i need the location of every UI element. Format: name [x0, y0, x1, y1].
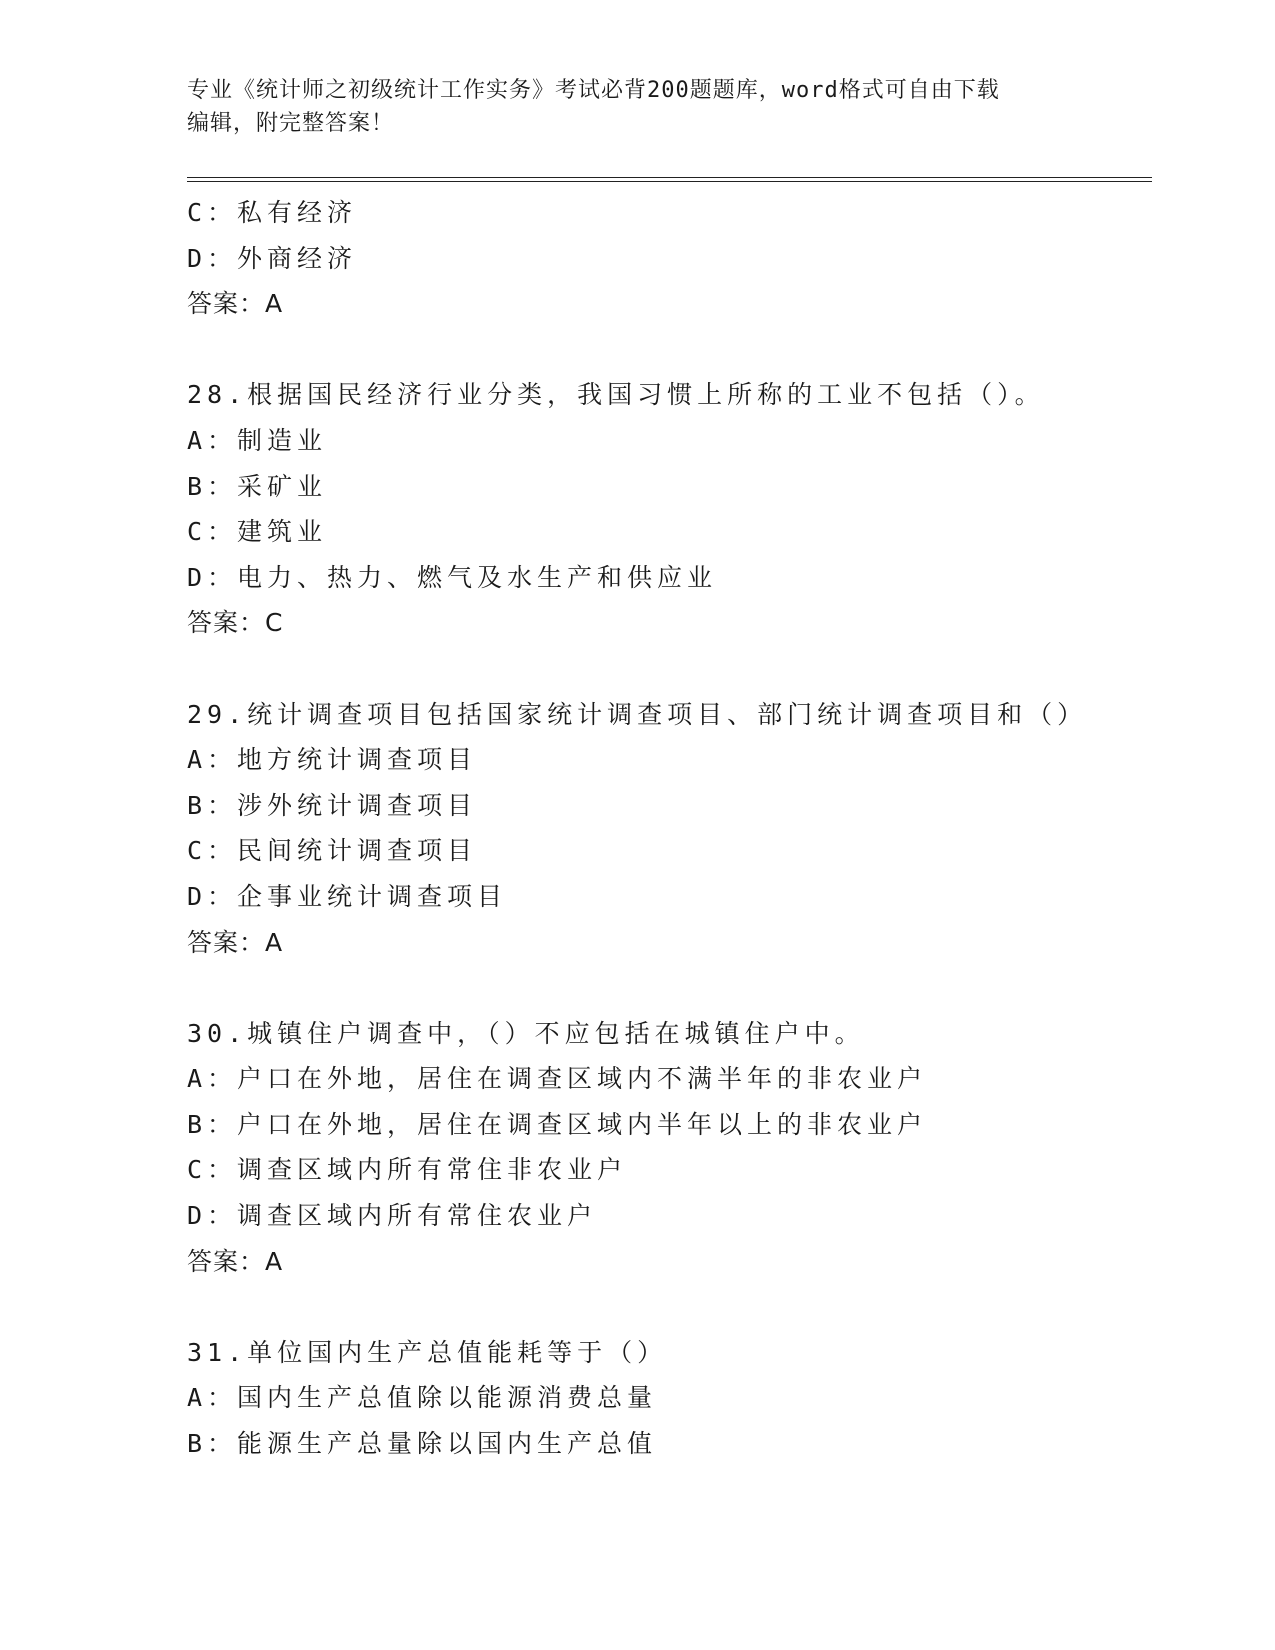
- option-b: B：涉外统计调查项目: [187, 790, 478, 820]
- answer: 答案：C: [187, 608, 284, 638]
- header-line-1: 专业《统计师之初级统计工作实务》考试必背200题题库，word格式可自由下载: [187, 78, 1000, 103]
- spacer: [187, 965, 1147, 1011]
- option-c: C：私有经济: [187, 198, 358, 227]
- option-c: C：建筑业: [187, 517, 328, 547]
- question-block-31: [187, 1330, 1147, 1467]
- option-b: B：采矿业: [187, 471, 328, 501]
- question-block-27-tail: [187, 190, 1147, 327]
- header-divider-bottom: [187, 181, 1152, 182]
- option-d: D：电力、热力、燃气及水生产和供应业: [187, 562, 718, 592]
- option-a: A：制造业: [187, 425, 328, 455]
- option-a: A：户口在外地，居住在调查区域内不满半年的非农业户: [187, 1064, 928, 1094]
- question-text: 29.统计调查项目包括国家统计调查项目、部门统计调查项目和（）: [187, 699, 1088, 729]
- spacer: [187, 646, 1147, 692]
- spacer: [187, 1284, 1147, 1330]
- option-a: A：地方统计调查项目: [187, 745, 478, 775]
- option-b: B：户口在外地，居住在调查区域内半年以上的非农业户: [187, 1109, 928, 1139]
- document-header: [187, 74, 1087, 140]
- question-block-28: [187, 372, 1147, 646]
- option-b: B：能源生产总量除以国内生产总值: [187, 1429, 658, 1459]
- option-c: C：民间统计调查项目: [187, 836, 478, 866]
- question-text: 31.单位国内生产总值能耗等于（）: [187, 1337, 668, 1367]
- question-block-29: [187, 692, 1147, 966]
- option-c: C：调查区域内所有常住非农业户: [187, 1155, 628, 1185]
- option-d: D：调查区域内所有常住农业户: [187, 1201, 598, 1231]
- header-divider-top: [187, 177, 1152, 178]
- answer: 答案：A: [187, 289, 284, 319]
- option-d: D：外商经济: [187, 243, 358, 273]
- answer: 答案：A: [187, 927, 284, 957]
- question-block-30: [187, 1011, 1147, 1285]
- question-list: [187, 190, 1147, 1467]
- question-text: 30.城镇住户调查中，（）不应包括在城镇住户中。: [187, 1018, 865, 1048]
- answer: 答案：A: [187, 1246, 284, 1276]
- header-line-2: 编辑，附完整答案！: [187, 111, 395, 136]
- spacer: [187, 327, 1147, 373]
- option-d: D：企事业统计调查项目: [187, 881, 508, 911]
- question-text: 28.根据国民经济行业分类，我国习惯上所称的工业不包括（）。: [187, 380, 1045, 410]
- option-a: A：国内生产总值除以能源消费总量: [187, 1383, 658, 1413]
